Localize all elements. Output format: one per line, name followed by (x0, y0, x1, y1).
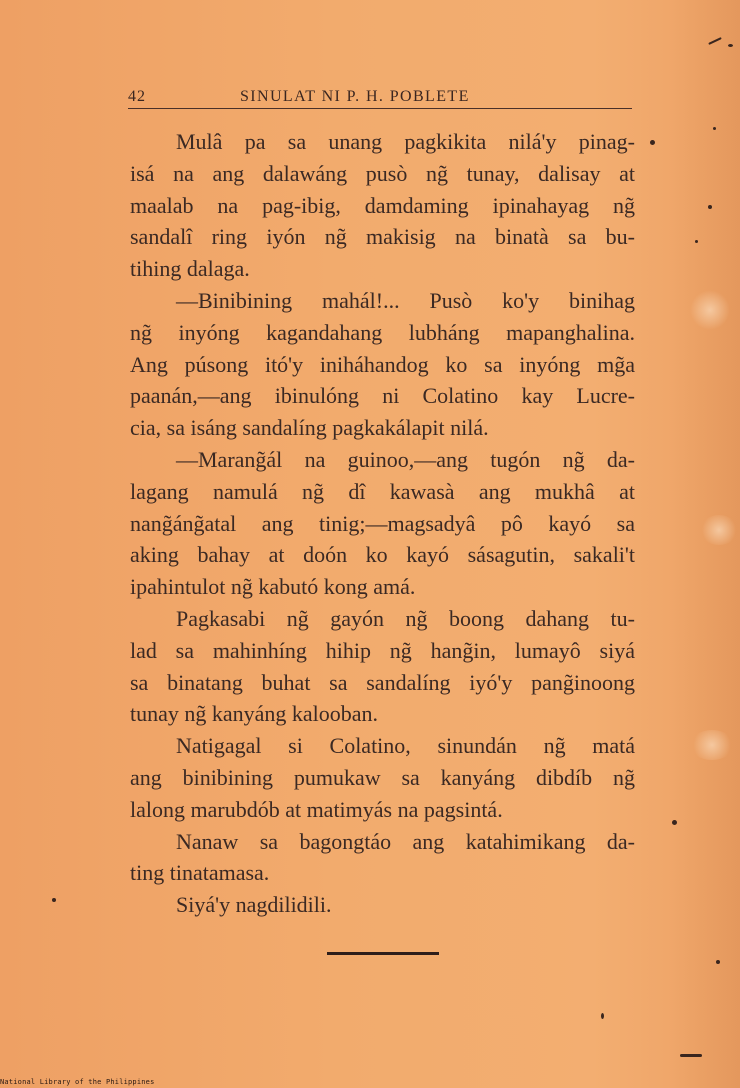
page-number: 42 (128, 88, 146, 105)
text-line: sandalî ring iyón ng̃ makisig na binatà sa bu- (130, 224, 635, 250)
ink-speck (680, 1054, 702, 1057)
text-line: nang̃áng̃atal ang tinig;—magsadyâ pô kayó sa (130, 510, 635, 536)
text-line: ang binibining pumukaw sa kanyáng dibdíb ng̃ (130, 764, 635, 790)
ink-speck (716, 960, 720, 964)
end-rule (327, 952, 439, 955)
text-line: lad sa mahinhíng hihip ng̃ hang̃in, lumayô siyá (130, 637, 635, 663)
footer-credit: National Library of the Philippines (0, 1078, 155, 1086)
text-line: ipahintulot ng̃ kabutó kong amá. (130, 574, 416, 600)
text-line: lalong marubdób at matimyás na pagsintá. (130, 796, 503, 822)
ink-speck (695, 240, 698, 243)
text-line: —Binibining mahál!... Pusò ko'y binihag (176, 287, 635, 313)
paper-stain (690, 290, 730, 330)
ink-speck (708, 205, 712, 209)
text-line: ng̃ inyóng kagandahang lubháng mapanghalina. (130, 319, 635, 345)
text-line: tihing dalaga. (130, 256, 250, 282)
ink-speck (650, 140, 655, 145)
ink-speck (672, 820, 677, 825)
text-line: tunay ng̃ kanyáng kalooban. (130, 701, 379, 727)
text-line: aking bahay at doón ko kayó sásagutin, sakali't (130, 542, 635, 568)
ink-speck (713, 127, 716, 130)
ink-speck (728, 44, 733, 47)
ink-speck (601, 1013, 604, 1019)
body-text (130, 126, 635, 921)
text-line: cia, sa isáng sandalíng pagkakálapit nilá. (130, 415, 489, 441)
text-line: Siyá'y nagdilidili. (176, 892, 332, 918)
paper-stain (690, 730, 734, 760)
text-line: isá na ang dalawáng pusò ng̃ tunay, dalisay at (130, 160, 635, 186)
text-line: paanán,—ang ibinulóng ni Colatino kay Lucre- (130, 383, 635, 409)
page-edge-shade (670, 0, 740, 1088)
text-line: Mulâ pa sa unang pagkikita nilá'y pinag- (176, 129, 635, 154)
text-line: Natigagal si Colatino, sinundán ng̃ matá (176, 733, 635, 759)
text-line: Nanaw sa bagongtáo ang katahimikang da- (176, 828, 635, 854)
text-line: lagang namulá ng̃ dî kawasà ang mukhâ at (130, 478, 635, 504)
text-line: sa binatang buhat sa sandalíng iyó'y pang̃inoong (130, 669, 635, 695)
text-line: maalab na pag-ibig, damdaming ipinahayag ng̃ (130, 192, 635, 218)
running-title: SINULAT NI P. H. POBLETE (240, 88, 470, 105)
ink-speck (52, 898, 56, 902)
text-line: —Marang̃ál na guinoo,—ang tugón ng̃ da- (176, 446, 635, 472)
text-line: Pagkasabi ng̃ gayón ng̃ boong dahang tu- (176, 605, 635, 631)
text-line: ting tinatamasa. (130, 860, 270, 886)
header-rule (128, 108, 632, 109)
text-line: Ang púsong itó'y iniháhandog ko sa inyóng mg̃a (130, 351, 635, 377)
paper-stain (700, 515, 738, 545)
